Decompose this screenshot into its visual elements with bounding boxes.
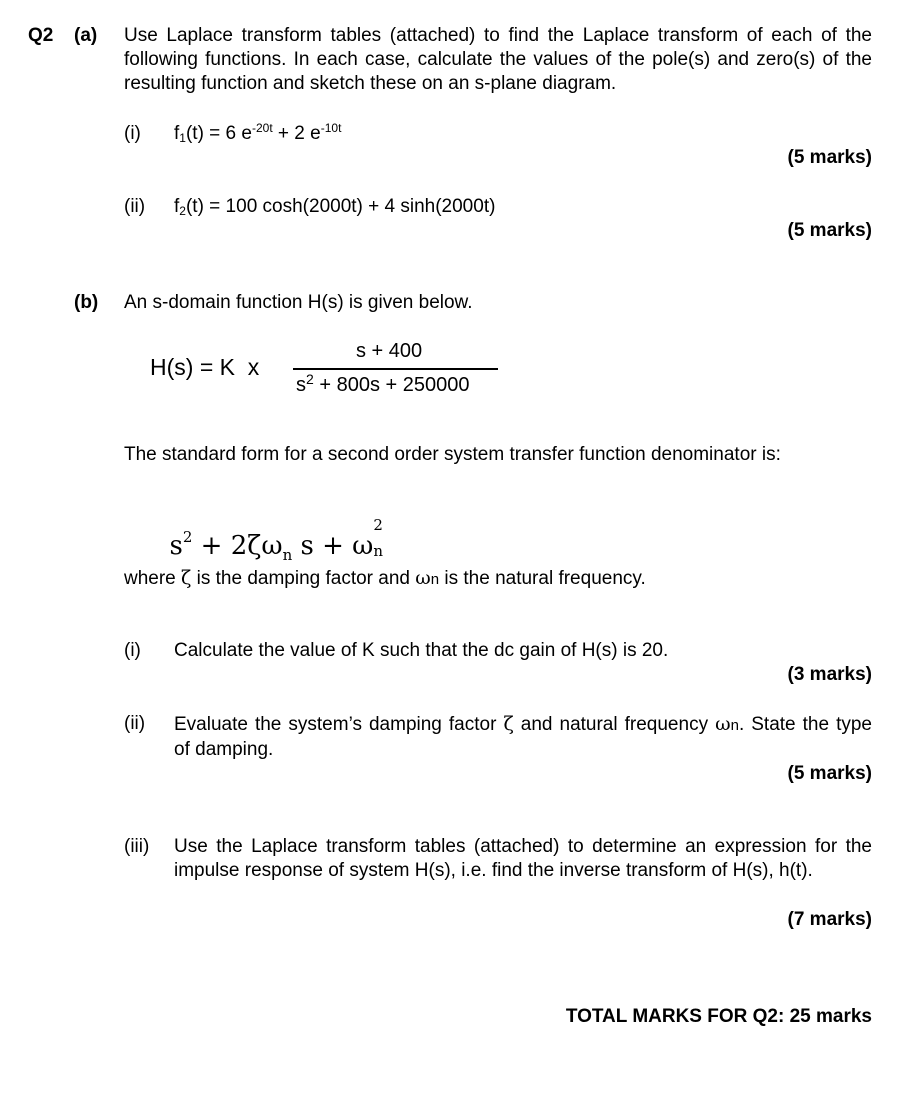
part-b-i-label: (i) [124,640,141,661]
hs-numerator: s + 400 [356,340,423,362]
where-end: is the natural frequency. [439,568,646,589]
std-n2: n [373,542,384,560]
part-a-i-label: (i) [124,123,141,144]
part-a-i-marks: (5 marks) [787,147,872,168]
part-a-ii-label: (ii) [124,196,146,217]
exponent-2: -10t [320,121,342,135]
part-a-ii-function [174,195,495,219]
where-mid: is the damping factor and [191,568,416,589]
std-s-power: 2 [182,528,193,546]
question-number: Q2 [28,25,54,46]
where-prefix: where [124,568,182,589]
part-b-intro: An s-domain function H(s) is given below. [124,292,473,313]
exponent-1: -20t [251,121,273,135]
std-form-equation [153,501,385,564]
std-s2: s + ω [292,531,374,561]
text-b: and natural frequency [513,714,716,735]
part-b-label: (b) [74,292,99,313]
std-power2: 2 [373,516,383,534]
where-line [124,566,646,592]
text-a: Evaluate the system’s damping factor [174,714,504,735]
den-s: s [296,374,306,396]
part-a-i-function [174,122,341,146]
zeta-symbol: ζ [181,567,192,589]
part-b-ii-marks: (5 marks) [787,763,872,784]
part-b-i-marks: (3 marks) [787,664,872,685]
part-a-label: (a) [74,25,98,46]
den-power: 2 [306,371,314,387]
part-b-iii-marks: (7 marks) [787,909,872,930]
total-marks: TOTAL MARKS FOR Q2: 25 marks [565,1006,872,1027]
func-eq: (t) = 100 cosh(2000t) + 4 sinh(2000t) [185,196,496,217]
std-mid: + 2ζω [192,531,283,561]
omega-sub: n [430,571,440,588]
omega-sub: n [730,717,739,734]
part-b-ii-text [174,712,872,762]
hs-lhs: H(s) = K x [150,354,260,380]
func-subscript: 1 [179,131,186,145]
std-s: s [169,531,183,561]
part-b-iii-text: Use the Laplace transform tables (attached) to determine an expression for the impulse response of system H(s), i.e. find the inverse transform of H(s), h(t). [174,836,872,881]
func-eq: (t) = 6 e [185,123,252,144]
part-b-ii-label: (ii) [124,713,146,734]
func-subscript: 2 [179,204,186,218]
part-b-iii-label: (iii) [124,836,150,857]
fraction-bar [293,368,498,370]
func-prefix: f [174,123,180,144]
part-b-i-text: Calculate the value of K such that the dc gain of H(s) is 20. [174,640,669,661]
omega-symbol: ω [715,713,731,735]
func-prefix: f [174,196,180,217]
den-rest: + 800s + 250000 [313,374,470,396]
part-a-ii-marks: (5 marks) [787,220,872,241]
std-n1: n [282,546,293,564]
zeta-symbol: ζ [503,713,514,735]
part-a-intro: Use Laplace transform tables (attached) to find the Laplace transform of each of the following functions. In each case, calculate the values of the pole(s) and zero(s) of the resulting function and sketch these on an s-plane diagram. [124,25,872,94]
std-form-text: The standard form for a second order system transfer function denominator is: [124,444,781,465]
hs-denominator [296,373,470,397]
func-mid: + 2 e [272,123,321,144]
std-sub-sup [373,516,385,560]
text-c: . State the type of damping. [174,714,872,760]
omega-symbol: ω [415,567,431,589]
